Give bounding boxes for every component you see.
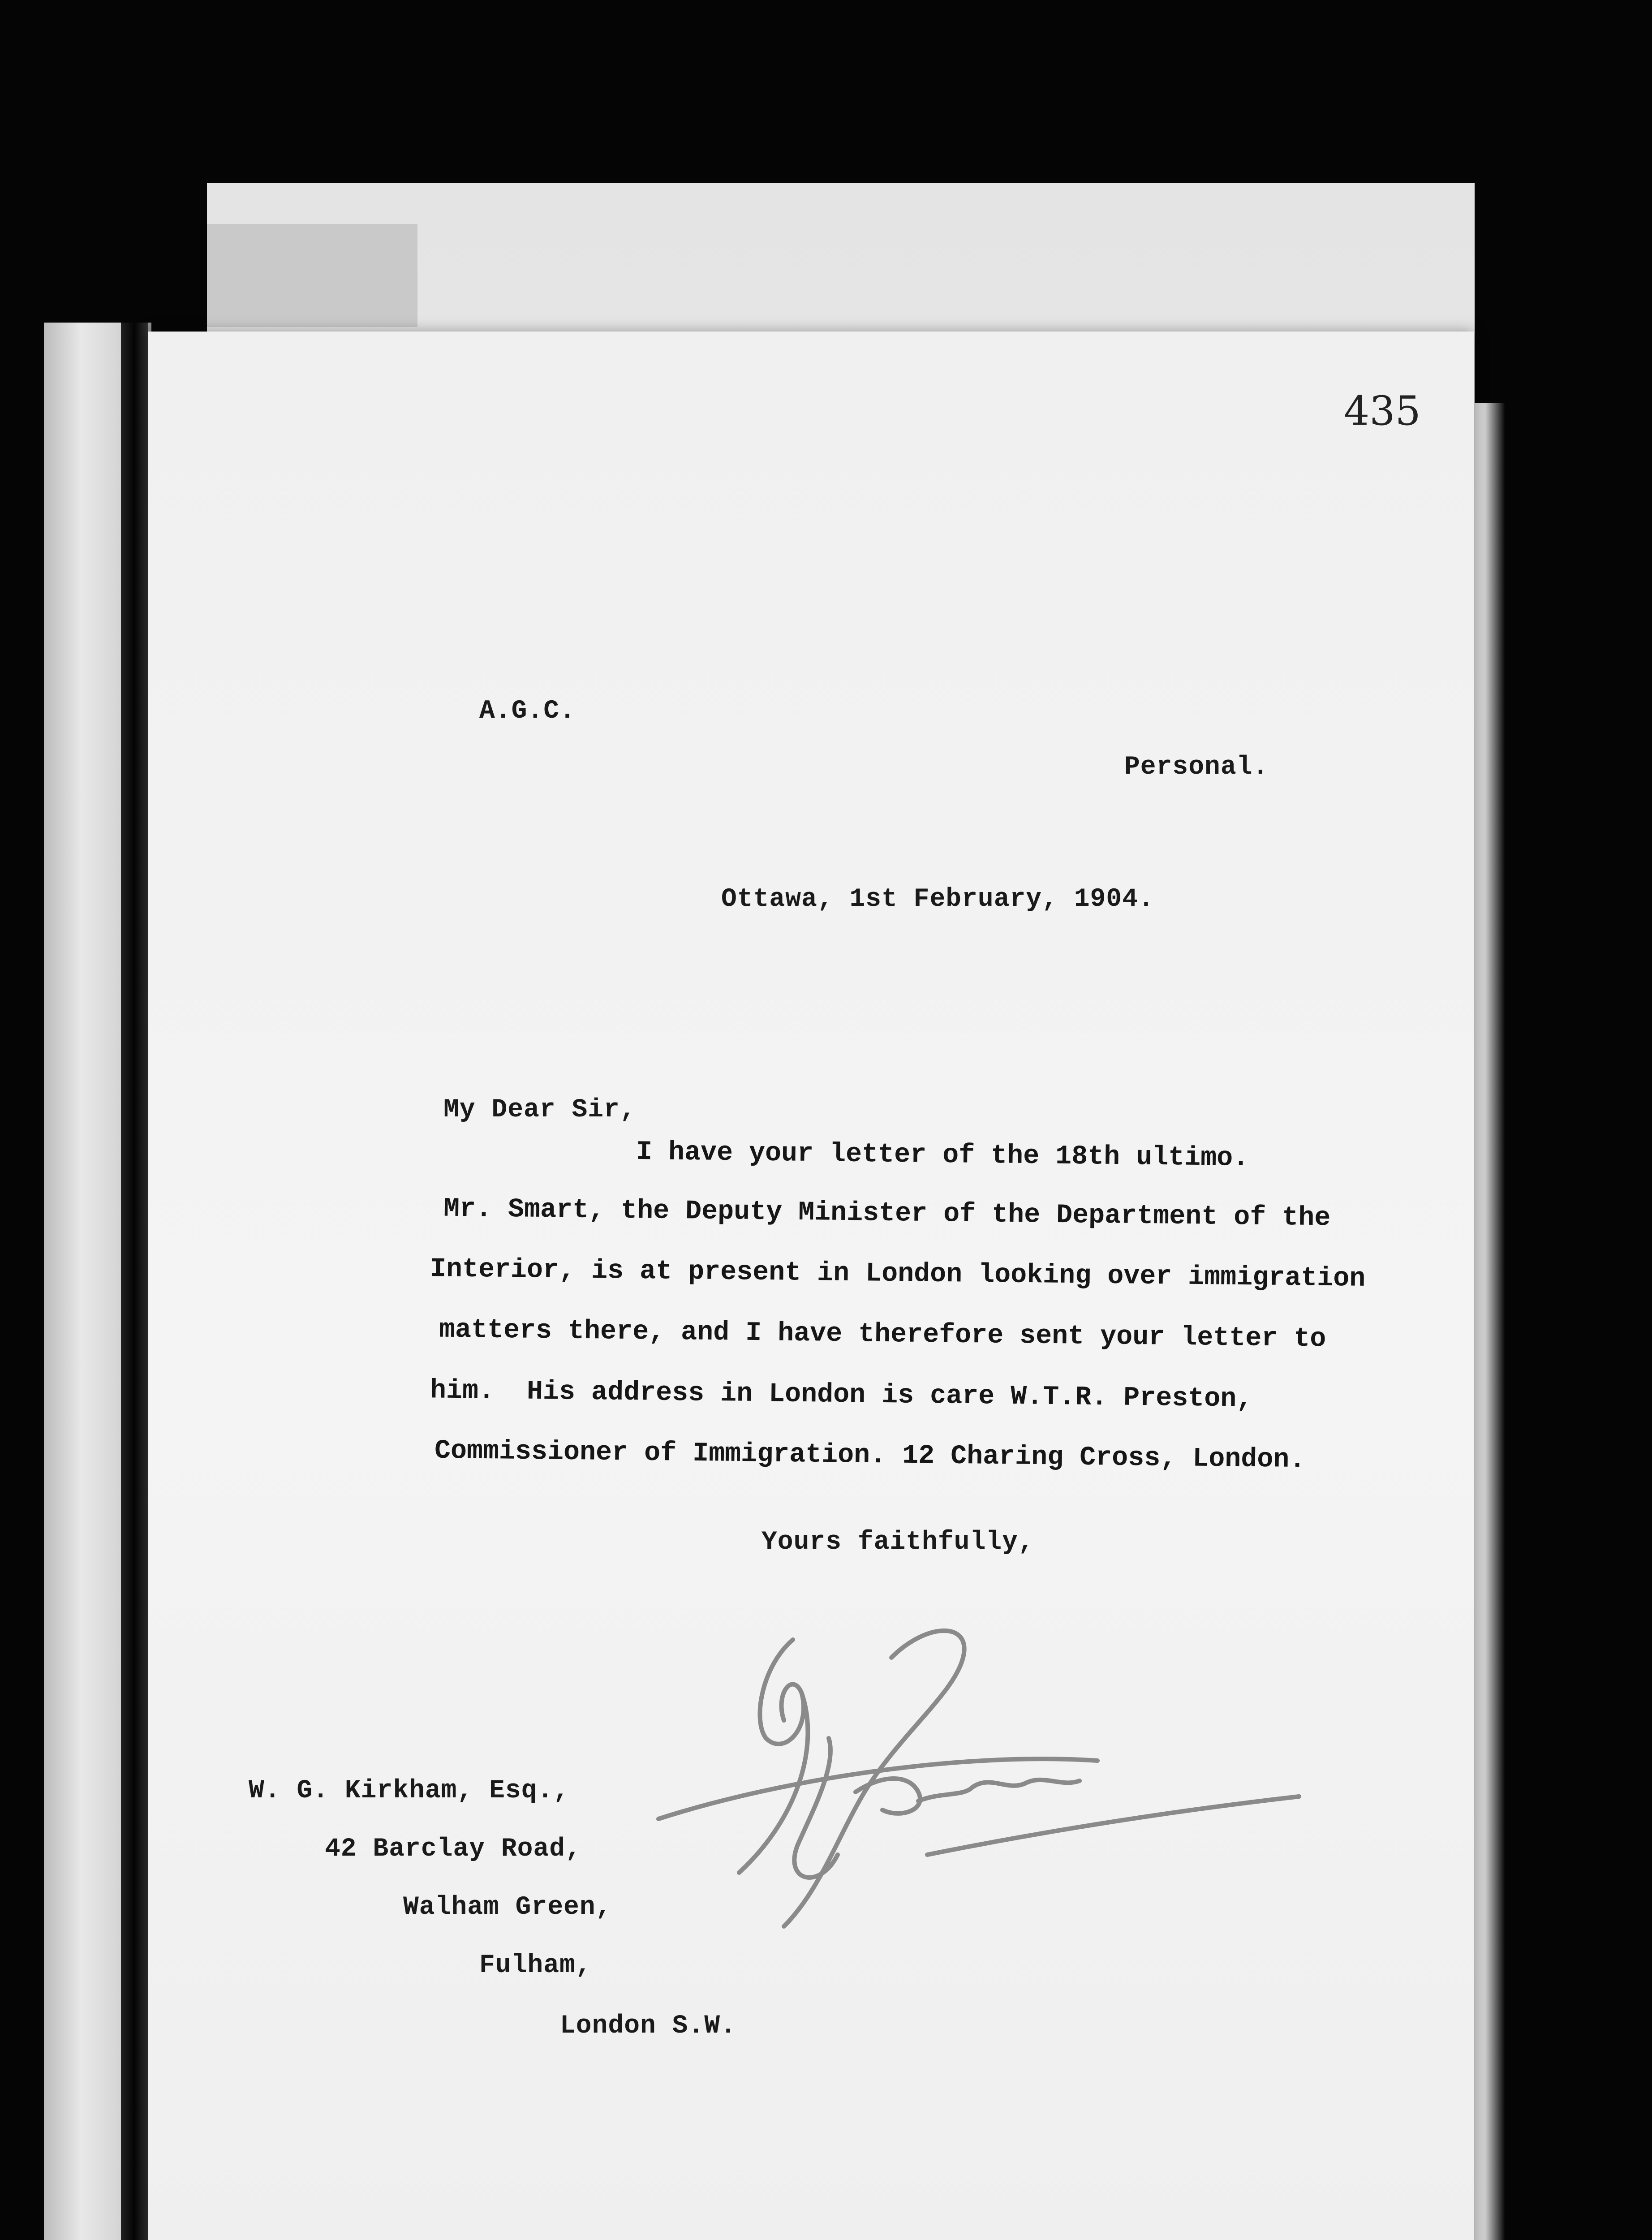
letter-body-line: him. His address in London is care W.T.R. Preston, [430,1375,1253,1415]
recipient-name: W. G. Kirkham, Esq., [249,1776,570,1805]
letter-initials: A.G.C. [479,697,576,726]
binding-spine [121,323,148,2240]
letter-body-line: Mr. Smart, the Deputy Minister of the Department of the [443,1193,1331,1234]
recipient-address-line: Walham Green, [403,1893,612,1922]
letter-body-line: I have your letter of the 18th ultimo. [636,1137,1249,1174]
letter-body-line: Commissioner of Immigration. 12 Charing Cross, London. [434,1435,1306,1476]
recipient-address-line: Fulham, [479,1951,592,1980]
letter-body-line: Interior, is at present in London looking over immigration [430,1254,1366,1294]
back-sheet-tab [207,224,417,327]
recipient-address-line: London S.W. [560,2012,736,2041]
handwritten-signature [650,1604,1366,1944]
letter-closing: Yours faithfully, [761,1528,1034,1557]
letter-marking: Personal. [1124,753,1269,782]
letter-dateline: Ottawa, 1st February, 1904. [721,885,1154,914]
recipient-address-line: 42 Barclay Road, [325,1835,581,1864]
page-number: 435 [1344,388,1421,435]
letter-salutation: My Dear Sir, [443,1095,636,1124]
letter-body-line: matters there, and I have therefore sent your letter to [439,1314,1326,1355]
